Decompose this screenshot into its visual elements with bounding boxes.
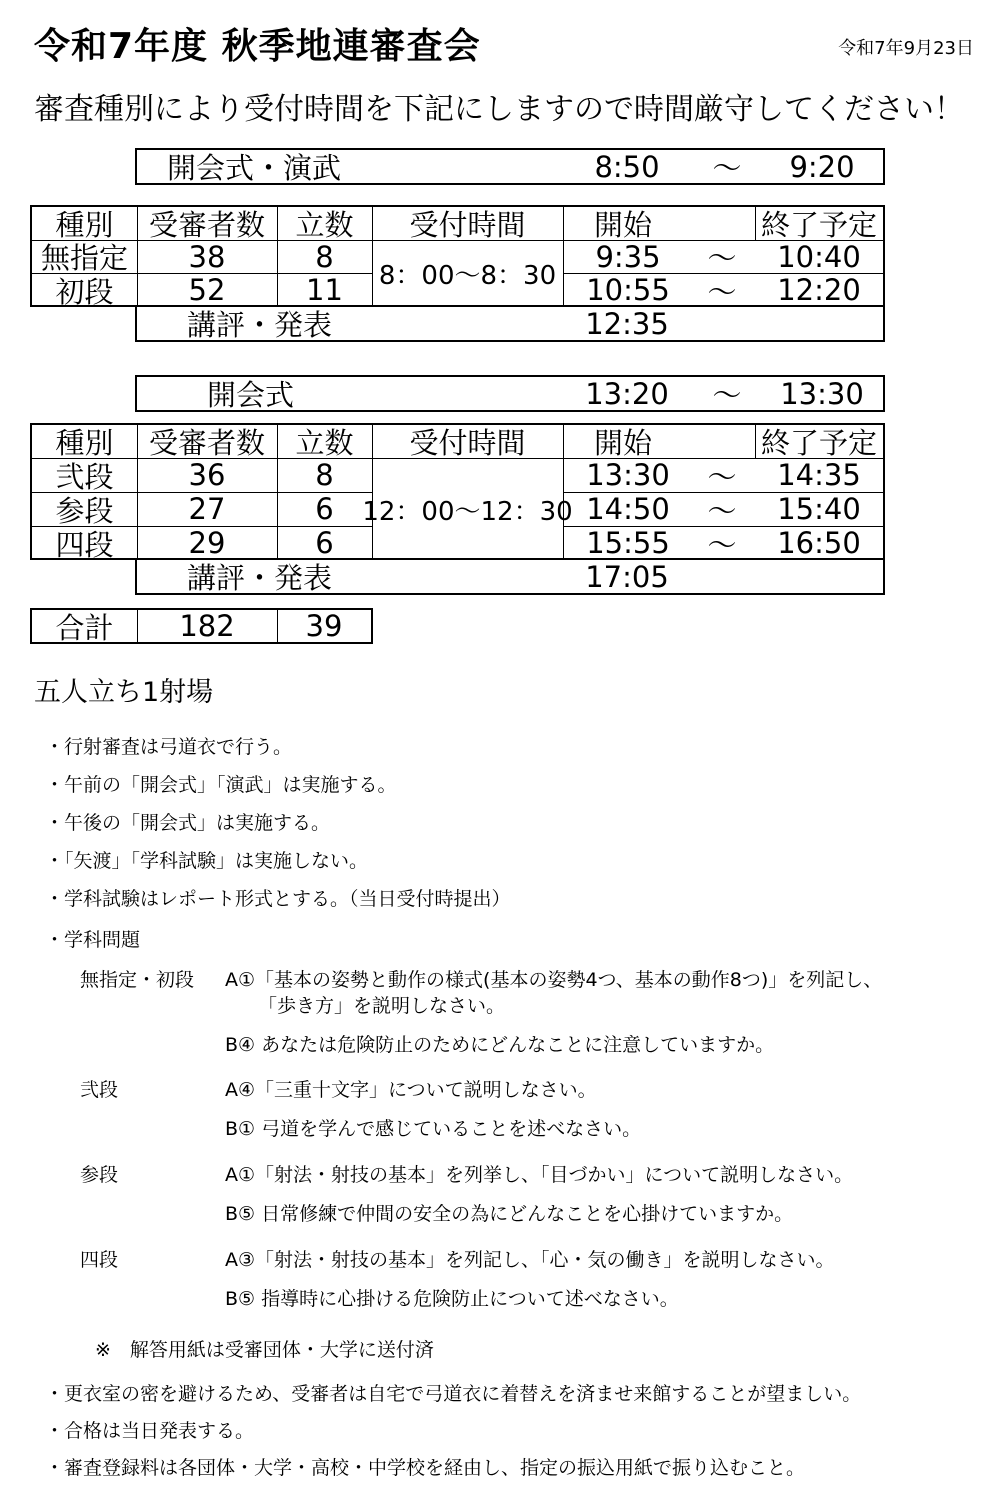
row-end: 12:20	[777, 273, 861, 307]
review-label: 講評・発表	[187, 561, 333, 595]
row-end: 14:35	[777, 458, 861, 492]
morning-opening-start: 8:50	[594, 149, 660, 184]
question-b: B⑤ 日常修練で仲間の安全の為にどんなことを心掛けていますか。	[225, 1203, 794, 1225]
document-date: 令和7年9月23日	[838, 38, 974, 59]
page-title: 令和7年度 秋季地連審査会	[34, 26, 481, 67]
question-a: A④「三重十文字」について説明しなさい。	[225, 1079, 597, 1101]
row-count: 52	[188, 273, 226, 307]
row-tachi: 8	[315, 458, 334, 492]
row-sep: 〜	[707, 459, 737, 494]
row-kind: 四段	[55, 527, 114, 562]
notice-text: 審査種別により受付時間を下記にしますので時間厳守してください！	[34, 92, 964, 127]
total-tachi: 39	[305, 609, 343, 643]
row-kind: 弐段	[55, 459, 114, 494]
col-header-tachi: 立数	[295, 426, 354, 460]
afternoon-opening-start: 13:20	[585, 376, 669, 411]
row-start: 10:55	[586, 273, 670, 307]
total-table	[30, 608, 373, 644]
row-start: 14:50	[586, 492, 670, 526]
row-count: 36	[188, 458, 226, 492]
row-sep: 〜	[707, 493, 737, 528]
row-tachi: 11	[306, 273, 343, 307]
morning-opening-end: 9:20	[789, 149, 855, 184]
col-header-end: 終了予定	[760, 426, 877, 460]
col-header-kind: 種別	[55, 426, 114, 460]
row-start: 15:55	[586, 526, 670, 560]
row-end: 15:40	[777, 492, 861, 526]
total-count: 182	[179, 609, 235, 643]
row-tachi: 8	[315, 239, 334, 274]
afternoon-opening-end: 13:30	[780, 376, 864, 411]
note-item: ・「矢渡」「学科試験」は実施しない。	[45, 850, 369, 872]
question-grade: 参段	[80, 1164, 119, 1186]
row-sep: 〜	[707, 274, 737, 309]
review-time: 12:35	[585, 306, 669, 341]
row-start: 13:30	[586, 458, 670, 492]
col-header-reception: 受付時間	[409, 426, 526, 460]
answer-sheet-note: ※ 解答用紙は受審団体・大学に送付済	[95, 1339, 434, 1361]
afternoon-review-box	[135, 558, 885, 595]
row-tachi: 6	[315, 492, 334, 526]
question-b: B① 弓道を学んで感じていることを述べなさい。	[225, 1118, 642, 1140]
col-header-kind: 種別	[55, 208, 114, 242]
row-kind: 無指定	[40, 241, 128, 275]
row-sep: 〜	[707, 527, 737, 562]
morning-opening-label: 開会式・演武	[167, 151, 342, 185]
col-header-tachi: 立数	[295, 208, 354, 242]
question-a: A①「基本の姿勢と動作の様式(基本の姿勢4つ、基本の動作8つ)」を列記し、	[225, 969, 883, 991]
morning-opening-box	[135, 148, 885, 185]
question-a: A①「射法・射技の基本」を列挙し、「目づかい」について説明しなさい。	[225, 1164, 854, 1186]
col-header-reception: 受付時間	[409, 208, 526, 242]
reception-time: 8：00〜8：30	[378, 261, 557, 291]
morning-opening-sep: 〜	[712, 151, 742, 185]
question-grade: 弐段	[80, 1079, 119, 1101]
question-b: B④ あなたは危険防止のためにどんなことに注意していますか。	[225, 1034, 775, 1056]
review-label: 講評・発表	[187, 308, 333, 342]
note-item: ・午前の「開会式」「演武」は実施する。	[45, 774, 397, 796]
section-title: 五人立ち1射場	[34, 677, 214, 708]
row-start: 9:35	[595, 239, 661, 274]
note-item: ・学科試験はレポート形式とする。（当日受付時提出）	[45, 888, 511, 910]
col-header-count: 受審者数	[148, 208, 265, 242]
row-sep: 〜	[707, 241, 737, 275]
col-header-start: 開始	[593, 426, 652, 460]
note-item: ・学科問題	[45, 929, 141, 951]
question-a: A③「射法・射技の基本」を列記し、「心・気の働き」を説明しなさい。	[225, 1249, 835, 1271]
row-count: 38	[188, 239, 226, 274]
question-grade: 無指定・初段	[80, 969, 195, 991]
question-grade: 四段	[80, 1249, 119, 1271]
afternoon-opening-box	[135, 375, 885, 412]
total-label: 合計	[55, 610, 114, 645]
afternoon-opening-sep: 〜	[712, 378, 742, 412]
row-count: 27	[188, 492, 226, 526]
col-header-start: 開始	[593, 208, 652, 242]
col-header-end: 終了予定	[760, 208, 877, 242]
footer-note: ・合格は当日発表する。	[45, 1420, 255, 1442]
row-end: 10:40	[777, 239, 861, 274]
row-kind: 初段	[55, 274, 114, 309]
row-count: 29	[188, 526, 226, 560]
question-a-cont: 「歩き方」を説明しなさい。	[258, 995, 506, 1017]
row-tachi: 6	[315, 526, 334, 560]
row-kind: 参段	[55, 493, 114, 528]
footer-note: ・更衣室の密を避けるため、受審者は自宅で弓道衣に着替えを済ませ来館することが望ましい。	[45, 1383, 862, 1405]
footer-note: ・審査登録料は各団体・大学・高校・中学校を経由し、指定の振込用紙で振り込むこと。	[45, 1457, 806, 1479]
row-end: 16:50	[777, 526, 861, 560]
afternoon-schedule-table	[30, 423, 885, 560]
morning-schedule-table	[30, 205, 885, 307]
morning-review-box	[135, 305, 885, 342]
afternoon-opening-label: 開会式	[207, 378, 295, 412]
note-item: ・行射審査は弓道衣で行う。	[45, 736, 293, 758]
reception-time: 12：00〜12：30	[362, 496, 573, 527]
col-header-count: 受審者数	[148, 426, 265, 460]
note-item: ・午後の「開会式」は実施する。	[45, 812, 331, 834]
review-time: 17:05	[585, 559, 669, 594]
question-b: B⑤ 指導時に心掛ける危険防止について述べなさい。	[225, 1288, 679, 1310]
